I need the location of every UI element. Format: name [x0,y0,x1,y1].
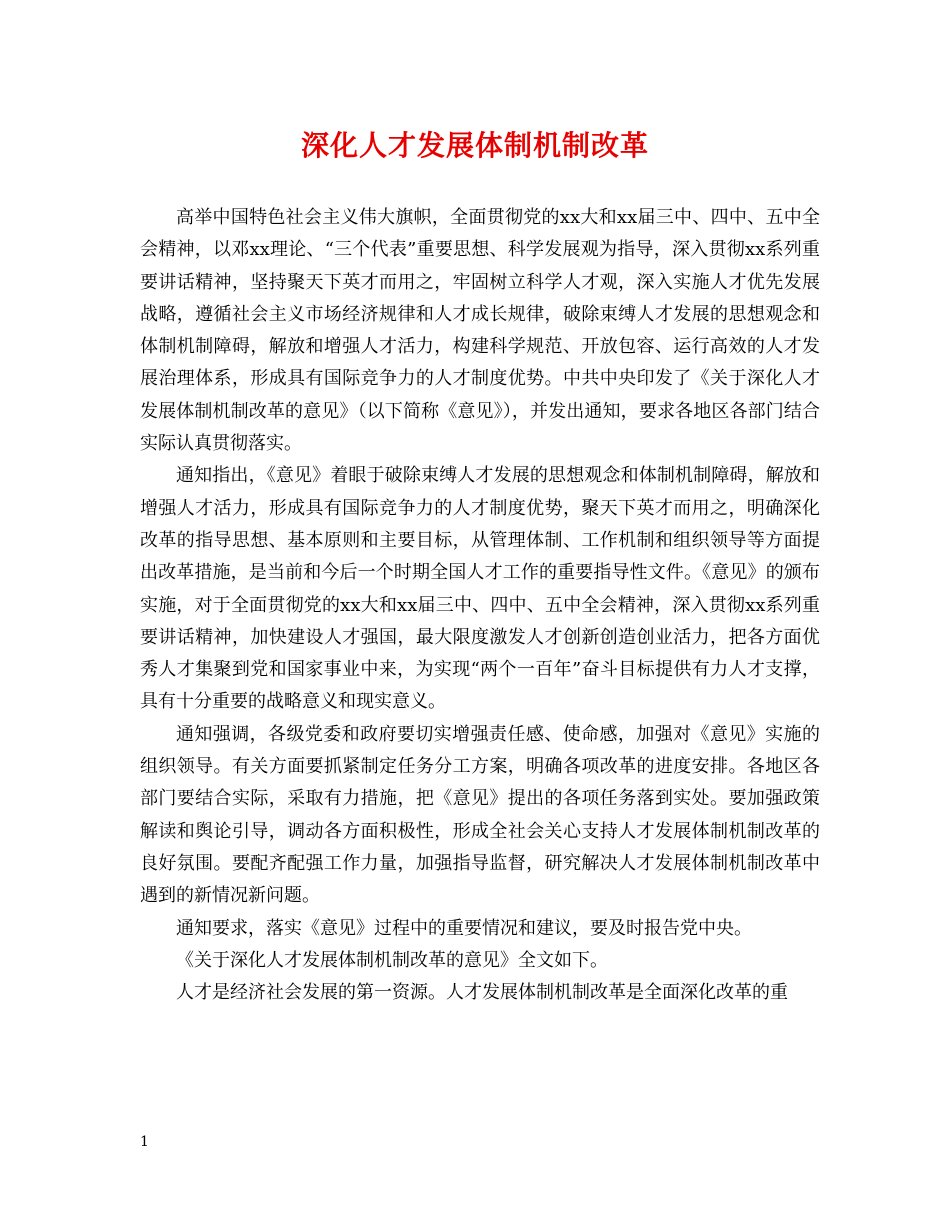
paragraph-6: 人才是经济社会发展的第一资源。人才发展体制机制改革是全面深化改革的重 [176,982,788,1004]
document-title: 深化人才发展体制机制改革 [300,129,649,162]
page-number: 1 [140,1134,149,1150]
paragraph-2: 通知指出，《意见》着眼于破除束缚人才发展的思想观念和体制机制障碍，解放和增强人才活力，形成具有国际竞争力的人才制度优势，聚天下英才而用之，明确深化改革的指导思想、基本原则和主要目标，从管理体制、工作机制和组织领导等方面提出改革措施，是当前和今后一个时期全国人才工作的重要指导性文件。《意见》的颁布实施，对于全面贯彻党的xx大和xx届三中、四中、五中全会精神，深入贯彻xx系列重要讲话精神，加快建设人才强国，最大限度激发人才创新创造创业活力，把各方面优秀人才集聚到党和国家事业中来，为实现“两个一百年”奋斗目标提供有力人才支撑，具有十分重要的战略意义和现实意义。 [140,465,820,713]
paragraph-3: 通知强调，各级党委和政府要切实增强责任感、使命感，加强对《意见》实施的组织领导。有关方面要抓紧制定任务分工方案，明确各项改革的进度安排。各地区各部门要结合实际，采取有力措施，把《意见》提出的各项任务落到实处。要加强政策解读和舆论引导，调动各方面积极性，形成全社会关心支持人才发展体制机制改革的良好氛围。要配齐配强工作力量，加强指导监督，研究解决人才发展体制机制改革中遇到的新情况新问题。 [140,723,820,907]
paragraph-4: 通知要求，落实《意见》过程中的重要情况和建议，要及时报告党中央。 [176,917,752,939]
paragraph-1: 高举中国特色社会主义伟大旗帜，全面贯彻党的xx大和xx届三中、四中、五中全会精神，以邓xx理论、“三个代表”重要思想、科学发展观为指导，深入贯彻xx系列重要讲话精神，坚持聚天下英才而用之，牢固树立科学人才观，深入实施人才优先发展战略，遵循社会主义市场经济规律和人才成长规律，破除束缚人才发展的思想观念和体制机制障碍，解放和增强人才活力，构建科学规范、开放包容、运行高效的人才发展治理体系，形成具有国际竞争力的人才制度优势。中共中央印发了《关于深化人才发展体制机制改革的意见》（以下简称《意见》），并发出通知，要求各地区各部门结合实际认真贯彻落实。 [140,207,820,455]
document-body [140,202,820,1009]
paragraph-5: 《关于深化人才发展体制机制改革的意见》全文如下。 [176,949,608,971]
